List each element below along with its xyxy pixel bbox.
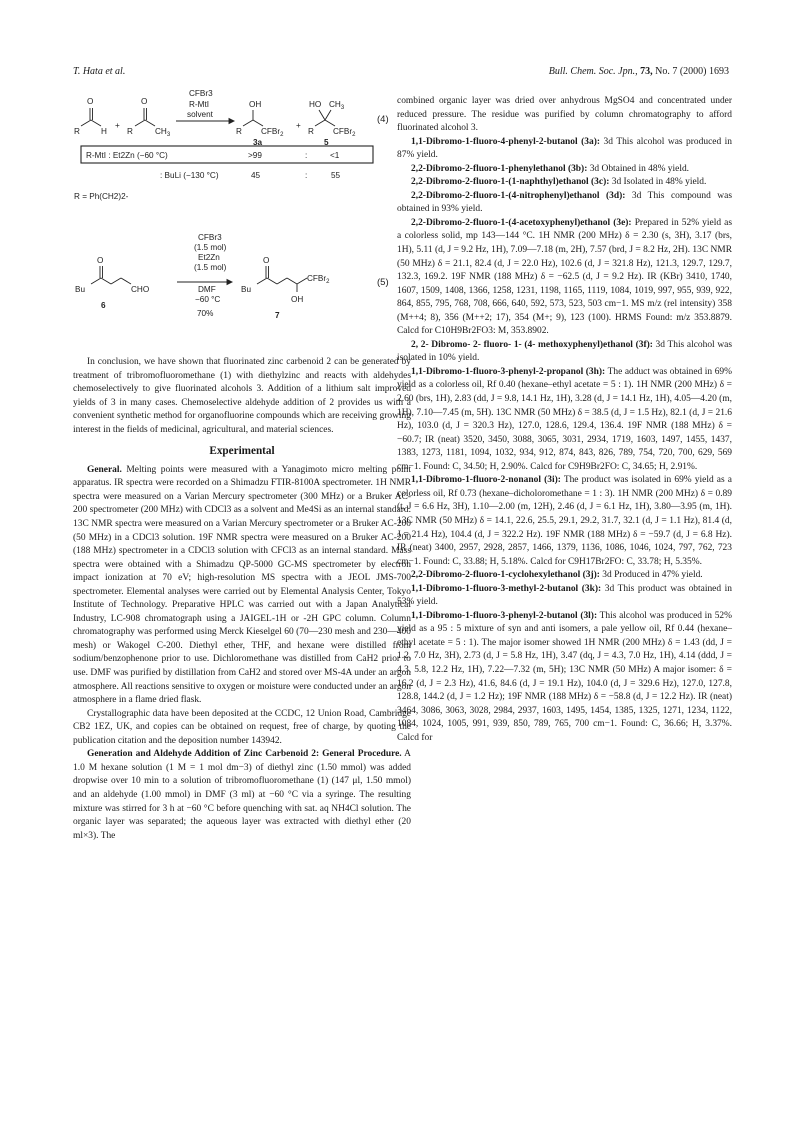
compound-3e-text: Prepared in 52% yield as a colorless solid, mp 143—144 °C. 1H NMR (200 MHz) δ = 2.30 (s, 3H), 3.17 (brs, 1H), 5.11 (d, J = 9.2 Hz, 1H), 7.09—7.18 (m, 2H), 7.57 (brd, J = 8.2 Hz, 2H). 13C NMR (50 MHz) δ = 21.1, 82.4 (d, J = 22.0 Hz), 102.6 (d, J = 321.8 Hz), 121.3, 129.7, 129.7, 132.3, 169.2. 19F NMR (188 MHz) δ = −62.5 (d, J = 9.2 Hz). IR (KBr) 3410, 1740, 1607, 1509, 1408, 1366, 1258, 1231, 1198, 1165, 1119, 1084, 1019, 997, 955, 939, 922, 864, 855, 795, 768, 708, 666, 640, 592, 573, 523, 503 cm−1. MS m/z (rel intensity) 358 (M++4; 8), 356 (M++2; 17), 354 (M+; 9), 123 (100). HRMS Found: m/z 353.8879. Calcd for C10H9Br2FO3: M, 353.8902. xyxy=(397,217,733,337)
chem-o-6: O xyxy=(97,256,104,265)
general-text: Melting points were measured with a Yanagimoto micro melting point apparatus. IR spectra were recorded on a Shimadzu FTIR-8100A spectrometer. 1H NMR spectra were measured on a Varian Mercury spectrometer (300 MHz) or a Bruker AC-200 spectrometer (200 MHz) with CDCl3 as a solvent and Me4Si as an internal standard. 13C NMR spectra were measured on a Varian Mercury spectrometer or a Bruker AC-200 (50 MHz) in a CDCl3 solution. 19F NMR spectra were measured on a Bruker AC-200 (188 MHz) spectrometer in a CDCl3 solution with CFCl3 as an internal standard. Mass spectra were obtained with a Shimadzu QP-5000 GC-MS spectrometer by electron impact ionization at 70 eV; high-resolution MS spectra with a JEOL JMS-700 spectrometer. Elemental analyses were carried out by Elemental Analysis Center, Tokyo Institute of Technology. Preparative HPLC was carried out with a Japan Analytical Industry, LC-908 chromatograph using a JAIGEL-1H or -2H GPC column. Column chromatography was performed using Merck Kieselgel 60 (70—230 mesh and 230—400 mesh) or Wakogel C-200. Diethyl ether, THF, and hexane were distilled from sodium/benzophenone prior to use. Dichloromethane was distilled from CaH2 prior to use. DMF was purified by distillation from CaH2 and stored over MS-4A under an argon atmosphere. All reactions sensitive to oxygen or moisture were conducted under an argon atmosphere in a flame dried flask. xyxy=(73,464,411,706)
equation-number-4: (4) xyxy=(377,114,389,125)
compound-3a xyxy=(397,136,732,163)
compound-3i xyxy=(397,474,732,569)
reagent-mid: R-MtI xyxy=(189,100,210,109)
scheme-5-structures xyxy=(73,234,411,356)
chem-r-3a: R xyxy=(236,127,242,136)
running-head-journal xyxy=(549,66,729,77)
chem-o-aldehyde: O xyxy=(87,97,94,106)
row1-ratio-b: <1 xyxy=(330,151,340,160)
row1-sep: : xyxy=(305,151,308,160)
compound-3e-name: 2,2-Dibromo-2-fluoro-1-(4-acetoxyphenyl)ethanol (3e): xyxy=(411,217,632,228)
row1-ratio-a: >99 xyxy=(248,151,262,160)
compound-3c xyxy=(397,176,732,190)
compound-3h-text: The adduct was obtained in 69% yield as a colorless oil, Rf 0.40 (hexane–ethyl acetate = 5 : 1). 1H NMR (200 MHz) δ = 2.60 (brs, 1H), 2.83 (dd, J = 9.8, 14.1 Hz, 1H), 3.28 (d, J = 14.1 Hz, 1H), 4.05—4.20 (m, 1H), 7.10—7.45 (m, 5H). 13C NMR (50 MHz) δ = 38.5 (d, J = 1.5 Hz), 82.1 (d, J = 21.6 Hz), 103.0 (d, J = 320.3 Hz), 127.0, 128.6, 129.4, 136.4. 19F NMR (188 MHz) δ = −60.7; IR (neat) 3520, 3450, 3088, 3065, 3031, 2934, 1719, 1603, 1497, 1455, 1437, 1383, 1273, 1181, 1094, 1032, 934, 912, 874, 843, 826, 789, 754, 720, 700, 629, 569 cm−1. Found: C, 34.50; H, 2.90%. Calcd for C9H9Br2FO: C, 34.65; H, 2.91%. xyxy=(397,366,732,472)
compound-3c-text: 3d Isolated in 48% yield. xyxy=(611,177,707,188)
chem-ho-5: HO xyxy=(309,100,322,109)
general-heading: General. xyxy=(87,464,122,475)
s5-reagent-4: (1.5 mol) xyxy=(194,263,227,272)
label-6: 6 xyxy=(101,301,106,310)
row1-condition: R-MtI : Et2Zn (−60 °C) xyxy=(86,151,168,160)
compound-3a-text: 3d This alcohol was produced in 87% yield. xyxy=(397,136,733,161)
chem-bu-6: Bu xyxy=(75,285,86,294)
s5-reagent-5: DMF xyxy=(198,285,216,294)
s5-yield: 70% xyxy=(197,309,214,318)
compound-3j-text: 3d Produced in 47% yield. xyxy=(602,570,703,581)
compound-3l xyxy=(397,610,732,745)
compound-3k xyxy=(397,583,732,610)
row2-condition: : BuLi (−130 °C) xyxy=(160,171,219,180)
label-5: 5 xyxy=(324,138,329,147)
general-paragraph xyxy=(73,464,411,708)
compound-3f-name: 2, 2- Dibromo- 2- fluoro- 1- (4- methoxyphenyl)ethanol (3f): xyxy=(411,339,653,350)
compound-3l-name: 1,1-Dibromo-1-fluoro-3-phenyl-2-butanol (3l): xyxy=(411,610,598,621)
label-3a: 3a xyxy=(253,138,263,147)
chem-cfbr2-3a: CFBr$_2$ xyxy=(261,127,284,138)
chem-oh-3a: OH xyxy=(249,100,262,109)
chem-bu-7: Bu xyxy=(241,285,252,294)
chem-o-7: O xyxy=(263,256,270,265)
s5-reagent-6: −60 °C xyxy=(195,295,221,304)
compound-3j xyxy=(397,569,732,583)
chem-r-ketone: R xyxy=(127,127,133,136)
reaction-scheme-4 xyxy=(73,88,411,234)
section-heading-experimental: Experimental xyxy=(209,445,275,458)
compound-3b-text: 3d Obtained in 48% yield. xyxy=(589,163,690,174)
compound-3f xyxy=(397,339,732,366)
row2-sep: : xyxy=(305,171,308,180)
s5-reagent-2: (1.5 mol) xyxy=(194,243,227,252)
label-7: 7 xyxy=(275,311,280,320)
compound-3e xyxy=(397,217,732,339)
running-head-authors: T. Hata et al. xyxy=(73,66,126,77)
left-column xyxy=(73,88,411,843)
right-column xyxy=(397,95,732,745)
compound-3i-text: The product was isolated in 69% yield as a colorless oil, Rf 0.73 (hexane–dicholoromethane = 1 : 3). 1H NMR (200 MHz) δ = 0.89 (t, J = 6.6 Hz, 3H), 1.10—2.00 (m, 12H), 2.46 (d, J = 6.1 Hz, 1H), 3.80—3.95 (m, 1H). 13C NMR (50 MHz) δ = 14.1, 22.6, 25.5, 29.1, 29.2, 31.7, 32.1 (d, J = 1.1 Hz), 81.4 (d, J = 21.4 Hz), 104.4 (d, J = 322.2 Hz). 19F NMR (188 MHz) δ = −59.7 (d, J = 6.8 Hz). IR (neat) 3400, 2957, 2928, 2857, 1466, 1379, 1136, 1086, 1046, 1024, 797, 762, 723 cm−1. Found: C, 33.88; H, 5.18%. Calcd for C9H17Br2FO: C, 33.78; H, 5.35%. xyxy=(397,475,732,567)
chem-cfbr2-7: CFBr$_2$ xyxy=(307,274,330,285)
procedure-heading: Generation and Aldehyde Addition of Zinc Carbenoid 2: General Procedure. xyxy=(87,749,402,760)
chem-r-5: R xyxy=(308,127,314,136)
r-definition: R = Ph(CH2)2- xyxy=(74,192,129,201)
compound-3b xyxy=(397,163,732,177)
s5-reagent-1: CFBr3 xyxy=(198,234,222,242)
compound-3l-text: This alcohol was produced in 52% yield as a 95 : 5 mixture of syn and anti isomers, a pale yellow oil, Rf 0.44 (hexane–ethyl acetate = 5 : 1). The major isomer showed 1H NMR (200 MHz) δ = 1.43 (dd, J = 1.2, 7.0 Hz, 3H), 2.73 (d, J = 5.8 Hz, 1H), 3.47 (dq, J = 4.3, 7.0 Hz, 1H), 4.14 (ddd, J = 4.3, 5.8, 12.2 Hz, 1H), 7.22—7.32 (m, 5H); 13C NMR (50 MHz) A major isomer: δ = 16.2 (d, J = 2.3 Hz), 41.6, 84.6 (d, J = 19.1 Hz), 104.0 (d, J = 329.6 Hz), 127.0, 127.8, 128.8, 144.2 (d, J = 1.2 Hz); 19F NMR (188 MHz) δ = −58.8 (d, J = 12.2 Hz). IR (neat) 3464, 3086, 3063, 3028, 2984, 2937, 1603, 1495, 1454, 1385, 1325, 1271, 1234, 1122, 1084, 1024, 1005, 991, 939, 850, 789, 765, 700 cm−1. Found: C, 36.66; H, 3.37%. Calcd for xyxy=(397,610,732,743)
chem-cho-6: CHO xyxy=(131,285,150,294)
chem-oh-7: OH xyxy=(291,295,304,304)
compound-3k-name: 1,1-Dibromo-1-fluoro-3-methyl-2-butanol (3k): xyxy=(411,583,602,594)
compound-3b-name: 2,2-Dibromo-2-fluoro-1-phenylethanol (3b): xyxy=(411,163,588,174)
compound-3i-name: 1,1-Dibromo-1-fluoro-2-nonanol (3i): xyxy=(411,475,561,486)
reagent-top: CFBr3 xyxy=(189,89,213,98)
journal-name: Bull. Chem. Soc. Jpn., xyxy=(548,66,638,77)
plus-sign: + xyxy=(115,121,120,130)
journal-volume: 73, xyxy=(640,66,653,77)
row2-ratio-b: 55 xyxy=(331,171,341,180)
compound-3c-name: 2,2-Dibromo-2-fluoro-1-(1-naphthyl)ethanol (3c): xyxy=(411,177,610,188)
workup-paragraph: combined organic layer was dried over anhydrous MgSO4 and concentrated under reduced pressure. The residue was purified by column chromatography to afford fluorinated alcohol 3. xyxy=(397,96,732,134)
compound-3a-name: 1,1-Dibromo-1-fluoro-4-phenyl-2-butanol (3a): xyxy=(411,136,601,147)
chem-ch3-ketone: $CH_3$ xyxy=(155,127,171,138)
compound-3d-text: 3d This compound was obtained in 93% yield. xyxy=(397,190,732,215)
chem-ch3-5: $CH_3$ xyxy=(329,100,345,111)
compound-3h-name: 1,1-Dibromo-1-fluoro-3-phenyl-2-propanol (3h): xyxy=(411,366,606,377)
reagent-bot: solvent xyxy=(187,110,213,119)
equation-number-5: (5) xyxy=(377,277,389,288)
compound-3h xyxy=(397,366,732,474)
row2-ratio-a: 45 xyxy=(251,171,261,180)
chem-h-aldehyde: H xyxy=(101,127,107,136)
journal-issue-pages: No. 7 (2000) 1693 xyxy=(655,66,729,77)
compound-3d-name: 2,2-Dibromo-2-fluoro-1-(4-nitrophenyl)ethanol (3d): xyxy=(411,190,626,201)
scheme-4-structures xyxy=(73,88,411,234)
chem-r-aldehyde: R xyxy=(74,127,80,136)
compound-3f-text: 3d This alcohol was isolated in 10% yield. xyxy=(397,339,732,364)
s5-reagent-3: Et2Zn xyxy=(198,253,220,262)
procedure-paragraph xyxy=(73,748,411,843)
plus-sign-2: + xyxy=(296,121,301,130)
chem-cfbr2-5: CFBr$_2$ xyxy=(333,127,356,138)
reaction-scheme-5 xyxy=(73,234,411,356)
procedure-text: A 1.0 M hexane solution (1 M = 1 mol dm−3) of diethyl zinc (1.50 mmol) was added dropwise over 10 min to a solution of tribromofluoromethane (1) (147 μl, 1.50 mmol) and an aldehyde (1.00 mmol) in DMF (3 ml) at −60 °C via a syringe. The resulting mixture was stirred for 3 h at −60 °C before quenching with sat. aq NH4Cl solution. The organic layer was separated; the aqueous layer was extracted with diethyl ether (20 ml×3). The xyxy=(73,749,411,841)
compound-3k-text: 3d This product was obtained in 53% yield. xyxy=(397,583,732,608)
crystallographic-paragraph: Crystallographic data have been deposited at the CCDC, 12 Union Road, Cambridge CB2 1EZ, UK, and copies can be obtained on request, free of charge, by quoting the publication citation and the deposition number 143942. xyxy=(73,708,411,746)
conclusion-paragraph: In conclusion, we have shown that fluorinated zinc carbenoid 2 can be generated by treatment of tribromofluoromethane (1) with diethylzinc and reacts with aldehydes chemoselectively to give fluorinated alcohols 3. Addition of a lithium salt improved yields of 3 in many cases. Chemoselective aldehyde addition of 2 provides us with a convenient synthetic method for organofluorine compounds which are receiving growing interest in the fields of medicinal, agricultural, and material sciences. xyxy=(73,357,411,435)
compound-3d xyxy=(397,190,732,217)
chem-o-ketone: O xyxy=(141,97,148,106)
compound-3j-name: 2,2-Dibromo-2-fluoro-1-cyclohexylethanol (3j): xyxy=(411,570,600,581)
